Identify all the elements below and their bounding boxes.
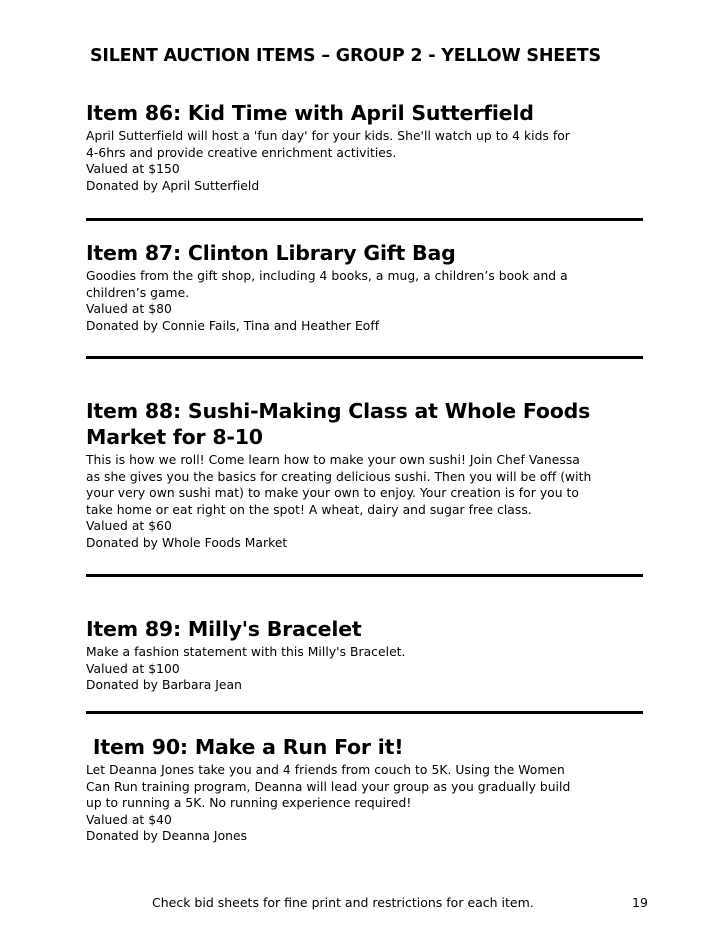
item-description: Goodies from the gift shop, including 4 books, a mug, a children’s book and a children’s game. <box>86 269 568 300</box>
auction-item-88 <box>86 398 646 551</box>
item-value: Valued at $60 <box>86 519 172 533</box>
auction-item-90 <box>86 734 646 845</box>
item-donor: Donated by Barbara Jean <box>86 678 242 692</box>
item-description: This is how we roll! Come learn how to make your own sushi! Join Chef Vanessa as she gives you the basics for creating delicious sushi. Then you will be off (with your very own sushi mat) to make your own to enjoy. Your creation is for you to take home or eat right on the spot! A wheat, dairy and sugar free class. <box>86 453 592 517</box>
item-donor: Donated by Deanna Jones <box>86 829 248 843</box>
item-donor: Donated by Whole Foods Market <box>86 535 288 550</box>
footer-note: Check bid sheets for fine print and restrictions for each item. <box>152 895 534 910</box>
item-title: Item 89: Milly's Bracelet <box>86 617 362 641</box>
item-title: Item 87: Clinton Library Gift Bag <box>86 241 456 265</box>
item-title: Item 90: Make a Run For it! <box>86 735 404 759</box>
item-description: Let Deanna Jones take you and 4 friends from couch to 5K. Using the Women Can Run training program, Deanna will lead your group as you gradually build up to running a 5K. No running experience required! <box>86 763 571 810</box>
item-donor: Donated by April Sutterfield <box>86 178 260 193</box>
item-donor: Donated by Connie Fails, Tina and Heather Eoff <box>86 318 380 333</box>
item-value: Valued at $80 <box>86 302 172 316</box>
item-value: Valued at $40 <box>86 812 172 827</box>
item-description: Make a fashion statement with this Milly's Bracelet. <box>86 645 406 659</box>
item-title: Item 86: Kid Time with April Sutterfield <box>86 101 534 125</box>
item-title: Item 88: Sushi-Making Class at Whole Foods Market for 8-10 <box>86 399 591 449</box>
item-value: Valued at $100 <box>86 661 180 676</box>
auction-item-87 <box>86 240 646 334</box>
section-divider <box>86 711 643 714</box>
auction-item-89 <box>86 616 646 694</box>
page-title: SILENT AUCTION ITEMS – GROUP 2 - YELLOW SHEETS <box>90 46 601 66</box>
section-divider <box>86 218 643 221</box>
auction-item-86 <box>86 100 646 194</box>
page-number: 19 <box>632 895 648 910</box>
section-divider <box>86 356 643 359</box>
item-value: Valued at $150 <box>86 162 180 176</box>
section-divider <box>86 574 643 577</box>
item-description: April Sutterfield will host a 'fun day' for your kids. She'll watch up to 4 kids for 4-6hrs and provide creative enrichment activities. <box>86 129 570 160</box>
